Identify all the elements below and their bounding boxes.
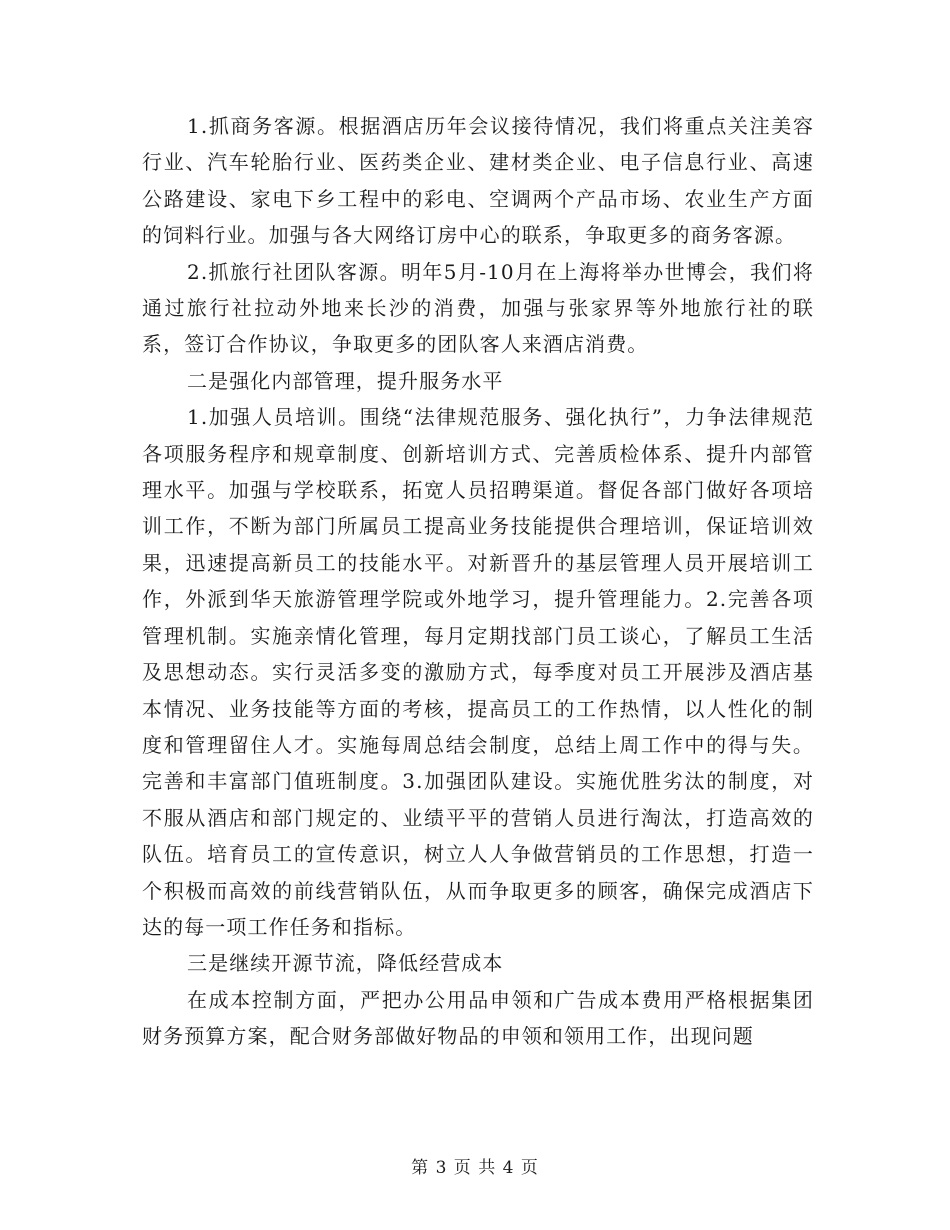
paragraph-staff-training: 1.加强人员培训。围绕“法律规范服务、强化执行”，力争法律规范各项服务程序和规章制度、创新培训方式、完善质检体系、提升内部管理水平。加强与学校联系，拓宽人员招聘渠道。督促各部门做好各项培训工作，不断为部门所属员工提高业务技能提供合理培训，保证培训效果，迅速提高新员工的技能水平。对新晋升的基层管理人员开展培训工作，外派到华天旅游管理学院或外地学习，提升管理能力。2.完善各项管理机制。实施亲情化管理，每月定期找部门员工谈心，了解员工生活及思想动态。实行灵活多变的激励方式，每季度对员工开展涉及酒店基本情况、业务技能等方面的考核，提高员工的工作热情，以人性化的制度和管理留住人才。实施每周总结会制度，总结上周工作中的得与失。完善和丰富部门值班制度。3.加强团队建设。实施优胜劣汰的制度，对不服从酒店和部门规定的、业绩平平的营销人员进行淘汰，打造高效的队伍。培育员工的宣传意识，树立人人争做营销员的工作思想，打造一个积极而高效的前线营销队伍，从而争取更多的顾客，确保完成酒店下达的每一项工作任务和指标。 — [142, 405, 814, 939]
document-body — [142, 108, 814, 1055]
paragraph-business-clients: 1.抓商务客源。根据酒店历年会议接待情况，我们将重点关注美容行业、汽车轮胎行业、医药类企业、建材类企业、电子信息行业、高速公路建设、家电下乡工程中的彩电、空调两个产品市场、农业生产方面的饲料行业。加强与各大网络订房中心的联系，争取更多的商务客源。 — [142, 114, 814, 248]
paragraph-cost-control: 在成本控制方面，严把办公用品申领和广告成本费用严格根据集团财务预算方案，配合财务部做好物品的申领和领用工作，出现问题 — [142, 987, 814, 1049]
section-heading-internal-management: 二是强化内部管理，提升服务水平 — [187, 368, 504, 393]
section-heading-cost-reduction: 三是继续开源节流，降低经营成本 — [187, 951, 504, 976]
paragraph-travel-agency-clients: 2.抓旅行社团队客源。明年5月-10月在上海将举办世博会，我们将通过旅行社拉动外地来长沙的消费，加强与张家界等外地旅行社的联系，签订合作协议，争取更多的团队客人来酒店消费。 — [142, 259, 814, 357]
page-footer: 第 3 页 共 4 页 — [411, 1158, 539, 1178]
